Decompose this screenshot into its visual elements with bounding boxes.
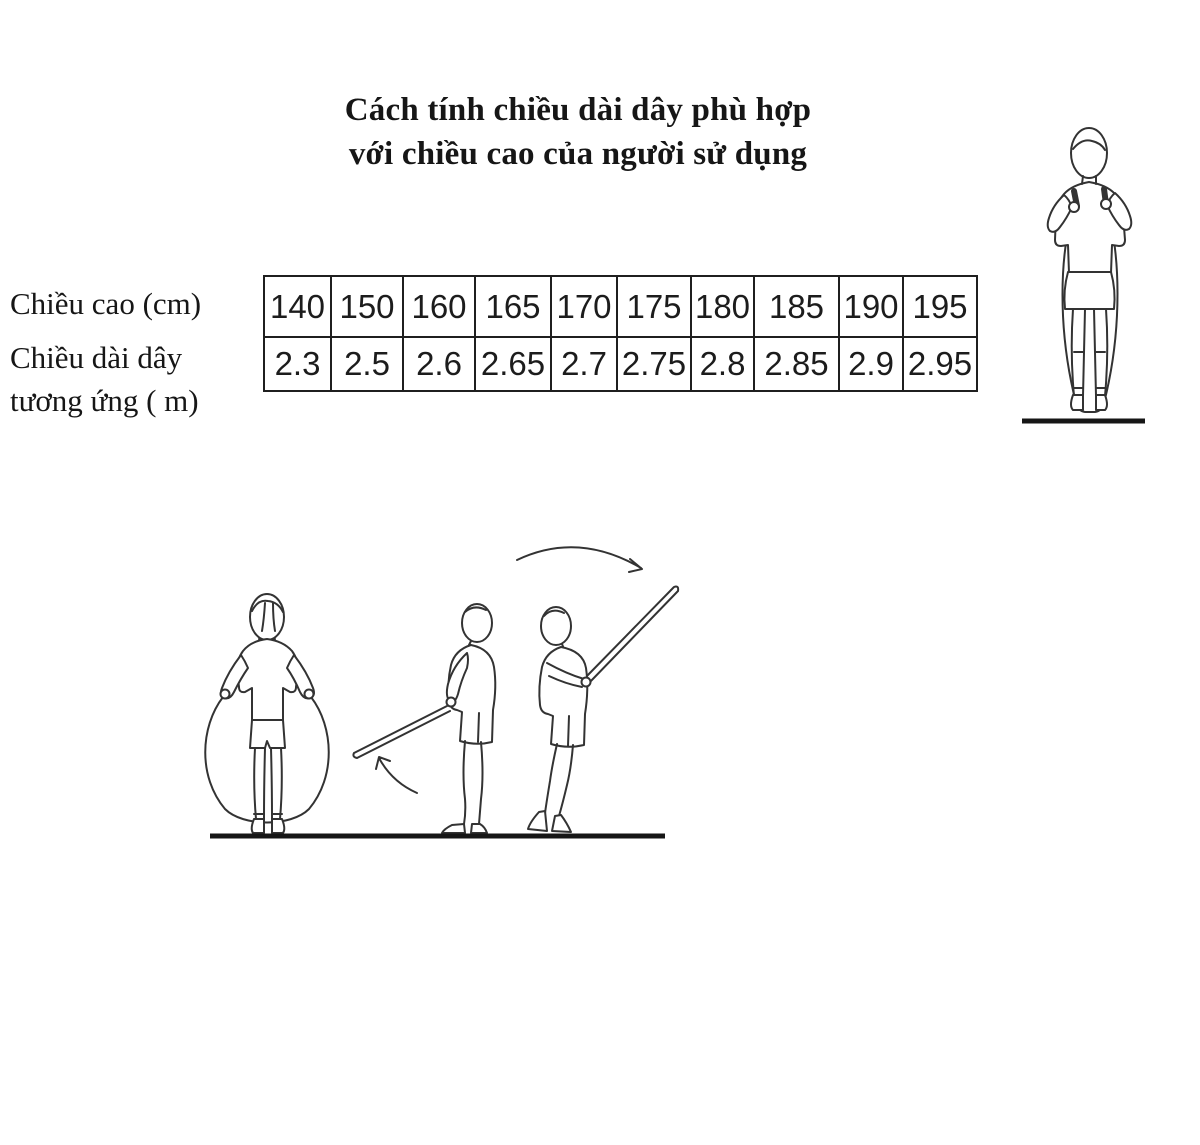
height-cell: 180: [691, 276, 754, 337]
table-row-heights: [264, 276, 977, 337]
feet: [442, 824, 487, 833]
length-cell: 2.8: [691, 337, 754, 391]
height-cell: 185: [754, 276, 839, 337]
height-cell: 165: [475, 276, 551, 337]
page-title-line2: với chiều cao của người sử dụng: [348, 136, 808, 172]
page-title: [228, 88, 928, 176]
length-cell: 2.6: [403, 337, 475, 391]
figure-measure-rope: [1012, 112, 1162, 432]
length-cell: 2.5: [331, 337, 403, 391]
shirt: [237, 639, 298, 724]
height-cell: 140: [264, 276, 331, 337]
height-cell: 170: [551, 276, 617, 337]
height-cell: 195: [903, 276, 977, 337]
shorts-split: [568, 716, 569, 746]
length-cell: 2.65: [475, 337, 551, 391]
row-label-height: Chiều cao (cm): [10, 286, 202, 321]
feet: [252, 819, 285, 833]
length-cell: 2.95: [903, 337, 977, 391]
legs: [545, 744, 573, 816]
height-cell: 175: [617, 276, 691, 337]
length-cell: 2.9: [839, 337, 903, 391]
torso: [539, 647, 587, 747]
row-label-rope-length-line1: Chiều dài dây: [10, 340, 183, 375]
hand: [582, 678, 591, 687]
row-label-rope-length-line2: tương ứng ( m): [10, 383, 199, 418]
swing-arrow-overhead: [517, 547, 642, 572]
legs: [464, 741, 483, 824]
knee-lines: [1073, 352, 1105, 388]
length-cell: 2.3: [264, 337, 331, 391]
height-cell: 190: [839, 276, 903, 337]
left-hand: [221, 690, 230, 699]
legs: [254, 748, 282, 819]
person-front-rope-loop: [205, 594, 329, 833]
head: [1071, 128, 1107, 178]
jump-rope-stick: [353, 706, 450, 758]
right-hand: [1101, 199, 1111, 209]
page-title-line1: Cách tính chiều dài dây phù hợp: [344, 92, 812, 128]
length-cell: 2.75: [617, 337, 691, 391]
shorts-split: [478, 713, 479, 742]
row-label-rope-length: [10, 336, 199, 422]
length-cell: 2.7: [551, 337, 617, 391]
height-cell: 160: [403, 276, 475, 337]
table-row-lengths: [264, 337, 977, 391]
figure-jump-sequence: [195, 535, 700, 845]
rope-length-table: [263, 275, 978, 392]
jump-rope-stick: [585, 587, 678, 684]
hand: [447, 698, 456, 707]
swing-arrow-low: [376, 757, 417, 793]
shorts: [1064, 272, 1114, 309]
feet: [528, 811, 571, 832]
right-hand: [305, 690, 314, 699]
feet: [1071, 395, 1107, 410]
shorts: [250, 720, 285, 748]
left-hand: [1069, 202, 1079, 212]
height-cell: 150: [331, 276, 403, 337]
person-rope-swing-over: [517, 547, 678, 832]
person-rope-swing-low: [353, 604, 495, 833]
length-cell: 2.85: [754, 337, 839, 391]
head: [541, 607, 571, 645]
